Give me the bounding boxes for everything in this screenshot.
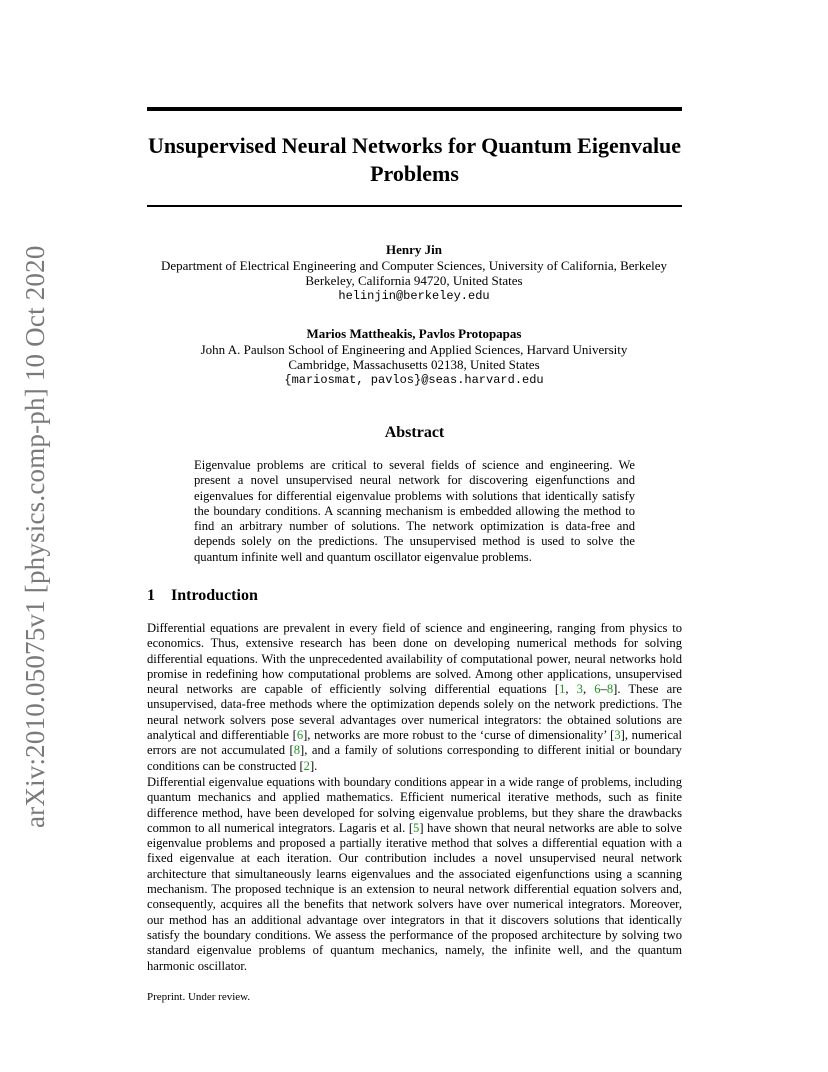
author-email[interactable]: {mariosmat, pavlos}@seas.harvard.edu [284,372,544,387]
citation-link[interactable]: 3 [614,728,621,743]
title-top-rule [147,107,682,111]
citation-separator: , [565,682,577,697]
citation-link[interactable]: 3 [576,682,583,697]
citation-link[interactable]: 6 [594,682,601,697]
citation-link[interactable]: 6 [296,728,304,743]
paragraph-text: Differential eigenvalue equations with boundary conditions appear in a wide range of problems, including quantum mechanics and applied mathematics. Efficient numerical iterative methods, such as finite difference method, have been developed for solving eigenvalue problems, but they share the drawbacks common to all numerical integrators. Lagaris et al. [ [147,775,682,835]
citation-link[interactable]: 1 [559,682,566,697]
paper-title: Unsupervised Neural Networks for Quantum Eigenvalue Problems [147,133,682,186]
author-name: Marios Mattheakis, Pavlos Protopapas [306,326,522,341]
paragraph-text: ], networks are more robust to the ‘curse of dimensionality’ [ [303,728,615,743]
citation-link[interactable]: 5 [413,820,420,835]
preprint-footer: Preprint. Under review. [147,991,251,1003]
author-name: Henry Jin [386,242,442,257]
citation-link[interactable]: 8 [606,682,614,697]
paragraph-text: ] have shown that neural networks are able to solve eigenvalue problems and proposed a partially iterative method that solves a differential equation with a fixed eigenvalue at each iteration. Our contribution includes a novel unsupervised neural network architecture that simultaneously learns eigenvalues and the associated eigenfunctions using a scanning mechanism. The proposed technique is an extension to neural network differential equation solvers and, consequently, acquires all the benefits that network solvers have over numerical integrators. Moreover, our method has an additional advantage over integrators in that it discovers solutions that identically satisfy the boundary conditions. We assess the performance of the proposed architecture by solving two standard eigenvalue problems of quantum mechanics, namely, the infinite well, and the quantum harmonic oscillator. [147,820,683,973]
section-heading [147,587,682,605]
paragraph-text: ], and a family of solutions corresponding to different initial or boundary conditions can be constructed [ [147,743,682,773]
section-number: 1 [147,587,155,604]
section-title: Introduction [171,587,258,604]
author-address: Berkeley, California 94720, United States [305,273,523,289]
citation-link[interactable]: 2 [303,758,310,773]
paragraph-text: ]. These are unsupervised, data-free methods where the optimization depends solely on the network predictions. The neural network solvers pose several advantages over numerical integrators: the obtained solutions are analytical and differentiable [ [147,682,682,743]
paragraph-text: ], numerical errors are not accumulated [ [147,728,682,758]
author-affiliation: John A. Paulson School of Engineering and Applied Sciences, Harvard University [200,341,628,357]
author-block-1 [100,242,728,304]
intro-paragraph-2 [147,775,682,974]
author-affiliation: Department of Electrical Engineering and Computer Sciences, University of California, Berkeley [160,257,668,273]
author-block-2 [100,326,728,388]
intro-paragraph-1 [147,621,682,774]
citation-link[interactable]: 8 [293,743,300,758]
title-bottom-rule [147,205,682,207]
citation-separator: , [582,682,595,697]
abstract-heading: Abstract [384,424,445,441]
author-address: Cambridge, Massachusetts 02138, United States [288,357,540,373]
citation-separator: – [600,682,607,697]
arxiv-identifier-stamp: arXiv:2010.05075v1 [physics.comp-ph] 10 Oct 2020 [20,245,50,828]
paragraph-text: Differential equations are prevalent in every field of science and engineering, ranging from physics to economics. Thus, extensive research has been done on developing numerical methods for solving differential equations. With the unprecedented availability of computational power, neural networks hold promise in redefining how computational problems are solved. Among other applications, unsupervised neural networks are capable of efficiently solving differential equations [ [147,621,682,697]
author-email[interactable]: helinjin@berkeley.edu [338,288,490,303]
paragraph-text: ]. [309,758,318,773]
abstract-text: Eigenvalue problems are critical to several fields of science and engineering. We present a novel unsupervised neural network for discovering eigenfunctions and eigenvalues for differential eigenvalue problems with solutions that identically satisfy the boundary conditions. A scanning mechanism is embedded allowing the method to find an arbitrary number of solutions. The network optimization is data-free and depends solely on the predictions. The unsupervised method is used to solve the quantum infinite well and quantum oscillator eigenvalue problems. [194,458,635,564]
